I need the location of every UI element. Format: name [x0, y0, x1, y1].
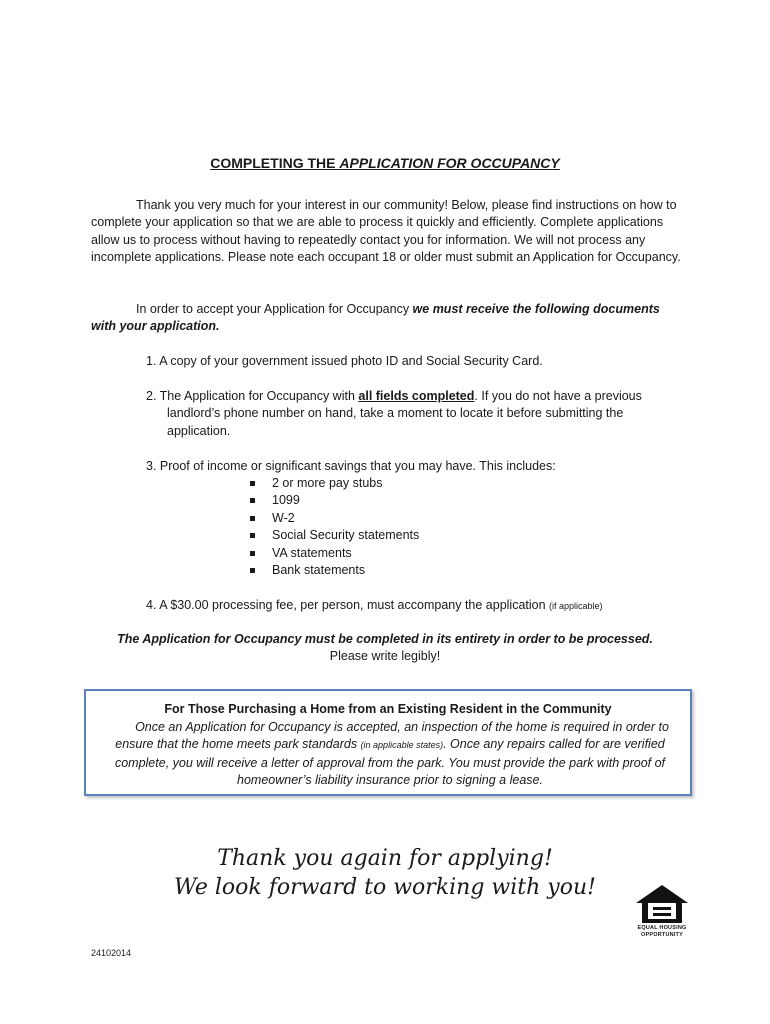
item-2-rest: . If you do not have a previous: [474, 389, 642, 403]
existing-resident-box: [84, 689, 692, 796]
completion-note-bold: The Application for Occupancy must be completed in its entirety in order to be processed.: [117, 632, 653, 646]
bullet-square-icon: [250, 568, 255, 573]
list-item: Bank statements: [248, 562, 419, 579]
list-item: W-2: [248, 510, 419, 527]
intro-text: Thank you very much for your interest in our community! Below, please find instructions on how to complete your application so that we are able to process it quickly and efficiently. Complete applications allow us to process without having to repeatedly contact you for information. We will not process any incomplete applications. Please note each occupant 18 or older must submit an Application for Occupancy.: [91, 198, 681, 265]
list-item: VA statements: [248, 545, 419, 562]
requirements-emphasis: we must receive the following documents with your application.: [91, 302, 660, 334]
income-proof-list: [248, 475, 419, 579]
bullet-square-icon: [250, 533, 255, 538]
item-2-prefix: 2. The Application for Occupancy with: [146, 389, 359, 403]
title-prefix: COMPLETING THE: [210, 155, 340, 171]
requirement-item-3: 3. Proof of income or significant savings that you may have. This includes:: [146, 459, 556, 473]
bullet-square-icon: [250, 481, 255, 486]
item-4-text: 4. A $30.00 processing fee, per person, must accompany the application: [146, 598, 550, 612]
requirement-item-2: [146, 388, 666, 440]
requirement-item-1: 1. A copy of your government issued photo ID and Social Security Card.: [146, 354, 543, 368]
bullet-square-icon: [250, 551, 255, 556]
logo-caption: EQUAL HOUSING OPPORTUNITY: [637, 925, 687, 938]
list-item: 1099: [248, 492, 419, 509]
intro-paragraph: [91, 197, 681, 267]
requirements-lead: In order to accept your Application for Occupancy: [136, 302, 413, 316]
item-4-note: (if applicable): [549, 601, 603, 611]
bullet-square-icon: [250, 516, 255, 521]
requirements-paragraph: [91, 301, 681, 336]
box-text: Once an Application for Occupancy is accepted, an inspection of the home is required in order to ensure that the home meets park standards (in applicable states). Once any repairs called for are verified complete, you will receive a letter of approval from the park. You must provide the park with proof of homeowner’s liability insurance prior to signing a lease.: [114, 720, 669, 788]
requirement-item-4: [146, 597, 686, 615]
bullet-square-icon: [250, 498, 255, 503]
item-2-emphasis: all fields completed: [358, 389, 475, 403]
item-2-continuation: landlord’s phone number on hand, take a moment to locate it before submitting the application.: [167, 406, 624, 438]
document-code: 24102014: [91, 948, 132, 958]
completion-note-plain: Please write legibly!: [329, 649, 441, 664]
page-title: [0, 155, 770, 171]
list-item: 2 or more pay stubs: [248, 475, 419, 492]
title-emphasis: APPLICATION FOR OCCUPANCY: [339, 155, 560, 171]
closing-line-1: Thank you again for applying!: [217, 846, 553, 871]
list-item: Social Security statements: [248, 527, 419, 544]
completion-note: [0, 631, 770, 666]
closing-line-2: We look forward to working with you!: [174, 875, 596, 900]
box-title: For Those Purchasing a Home from an Existing Resident in the Community: [164, 702, 612, 716]
